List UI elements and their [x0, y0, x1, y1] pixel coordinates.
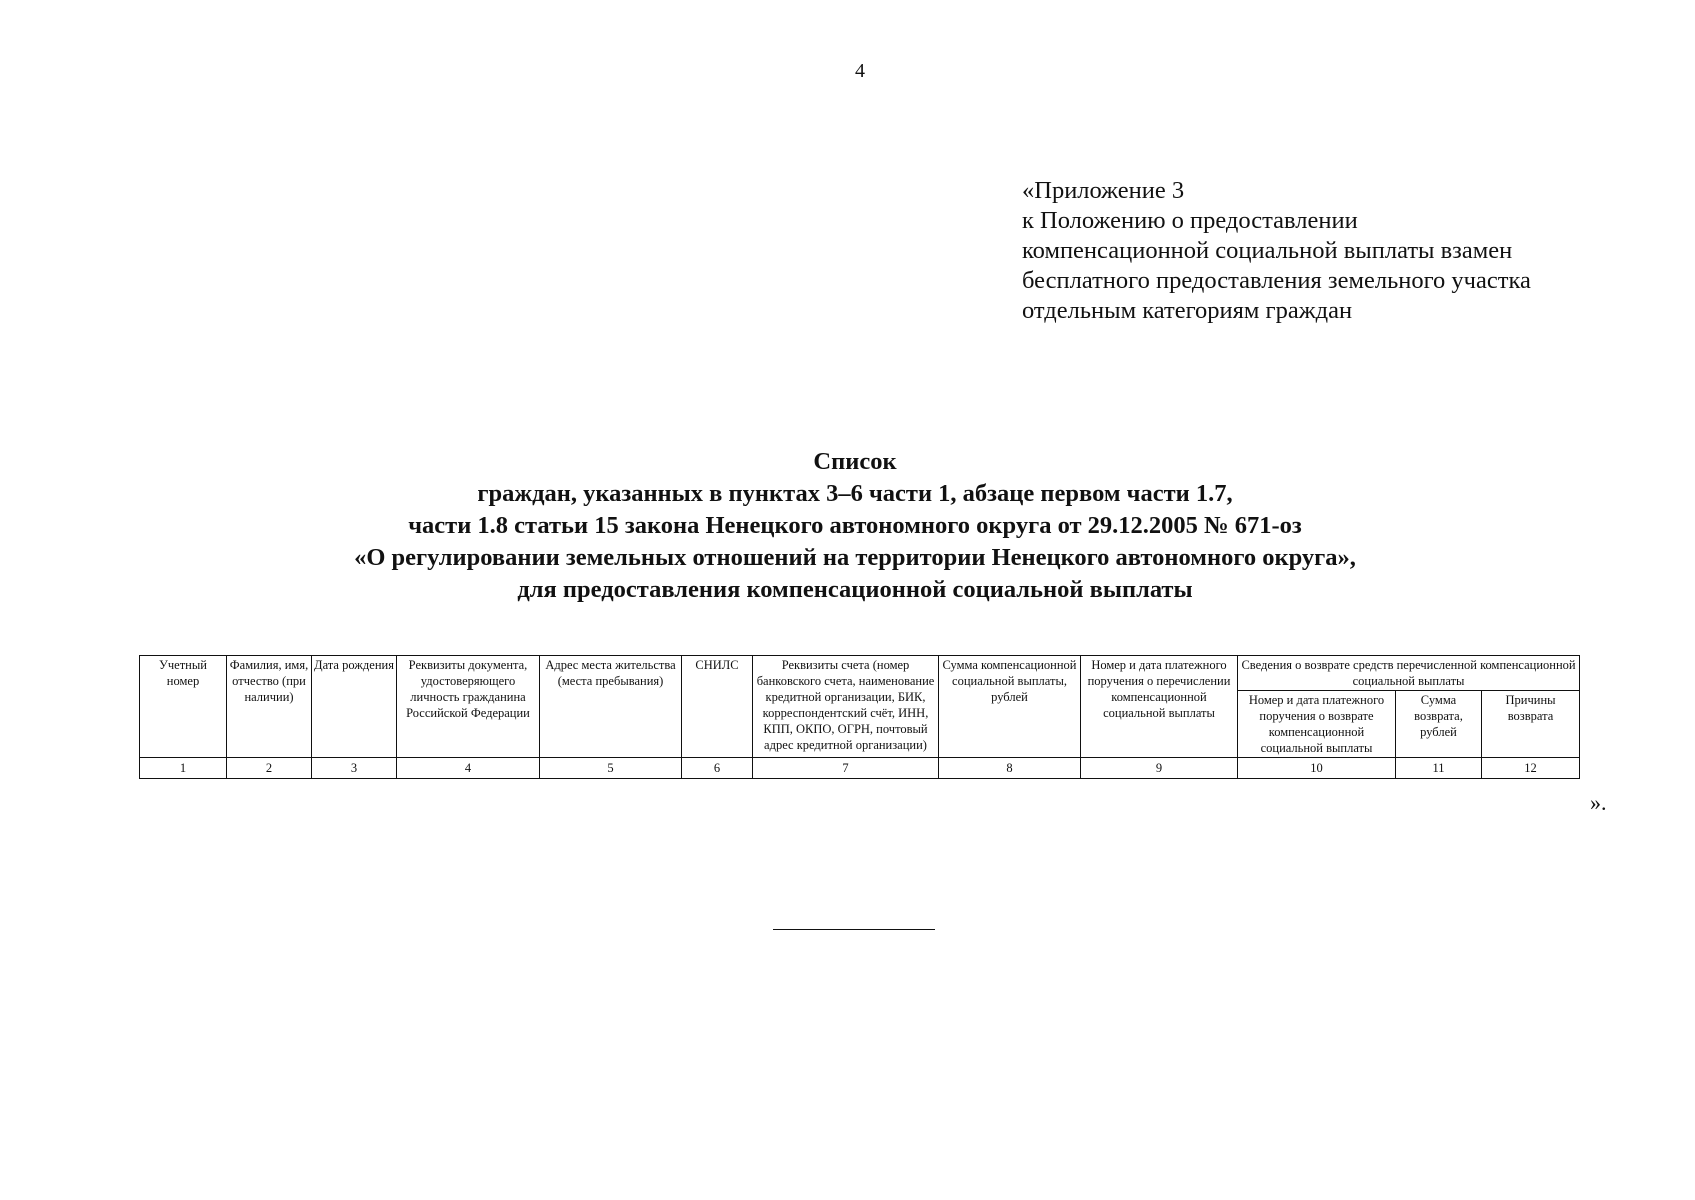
column-number: 7	[753, 758, 939, 779]
column-header: Реквизиты документа, удостоверяющего личность гражданина Российской Федерации	[397, 656, 540, 758]
column-number: 1	[140, 758, 227, 779]
page-number: 4	[855, 60, 865, 82]
title-line: части 1.8 статьи 15 закона Ненецкого автономного округа от 29.12.2005 № 671-оз	[408, 512, 1302, 539]
title-line: граждан, указанных в пунктах 3–6 части 1, абзаце первом части 1.7,	[477, 480, 1233, 507]
column-header: Фамилия, имя, отчество (при наличии)	[227, 656, 312, 758]
column-header: Сумма компенсационной социальной выплаты, рублей	[939, 656, 1081, 758]
column-header: Учетный номер	[140, 656, 227, 758]
column-number: 12	[1482, 758, 1580, 779]
column-header: Дата рождения	[312, 656, 397, 758]
group-header: Сведения о возврате средств перечисленной компенсационной социальной выплаты	[1238, 656, 1580, 691]
column-header: Номер и дата платежного поручения о перечислении компенсационной социальной выплаты	[1081, 656, 1238, 758]
document-title	[0, 446, 1695, 606]
header-row	[140, 656, 1580, 691]
column-header: Реквизиты счета (номер банковского счета, наименование кредитной организации, БИК, корреспондентский счёт, ИНН, КПП, ОКПО, ОГРН, почтовый адрес кредитной организации)	[753, 656, 939, 758]
appendix-line: компенсационной социальной выплаты взамен	[1022, 237, 1513, 264]
appendix-reference	[1022, 176, 1531, 326]
title-line: «О регулировании земельных отношений на территории Ненецкого автономного округа»,	[354, 544, 1356, 571]
citizens-list-table	[139, 655, 1580, 779]
column-number: 6	[682, 758, 753, 779]
appendix-line: бесплатного предоставления земельного участка	[1022, 267, 1531, 294]
column-header: Адрес места жительства (места пребывания)	[540, 656, 682, 758]
column-number: 4	[397, 758, 540, 779]
sub-column-header: Причины возврата	[1482, 691, 1580, 758]
appendix-line: отдельным категориям граждан	[1022, 297, 1353, 324]
column-number: 9	[1081, 758, 1238, 779]
column-header: СНИЛС	[682, 656, 753, 758]
column-number: 10	[1238, 758, 1396, 779]
sub-column-header: Сумма возврата, рублей	[1396, 691, 1482, 758]
end-divider	[773, 929, 935, 930]
column-number-row	[140, 758, 1580, 779]
title-line: Список	[813, 448, 897, 475]
closing-quote: ».	[1590, 790, 1607, 815]
column-number: 5	[540, 758, 682, 779]
appendix-line: «Приложение 3	[1022, 177, 1185, 204]
title-line: для предоставления компенсационной социальной выплаты	[517, 576, 1193, 603]
column-number: 8	[939, 758, 1081, 779]
column-number: 11	[1396, 758, 1482, 779]
column-number: 2	[227, 758, 312, 779]
sub-column-header: Номер и дата платежного поручения о возврате компенсационной социальной выплаты	[1238, 691, 1396, 758]
appendix-line: к Положению о предоставлении	[1022, 207, 1358, 234]
column-number: 3	[312, 758, 397, 779]
